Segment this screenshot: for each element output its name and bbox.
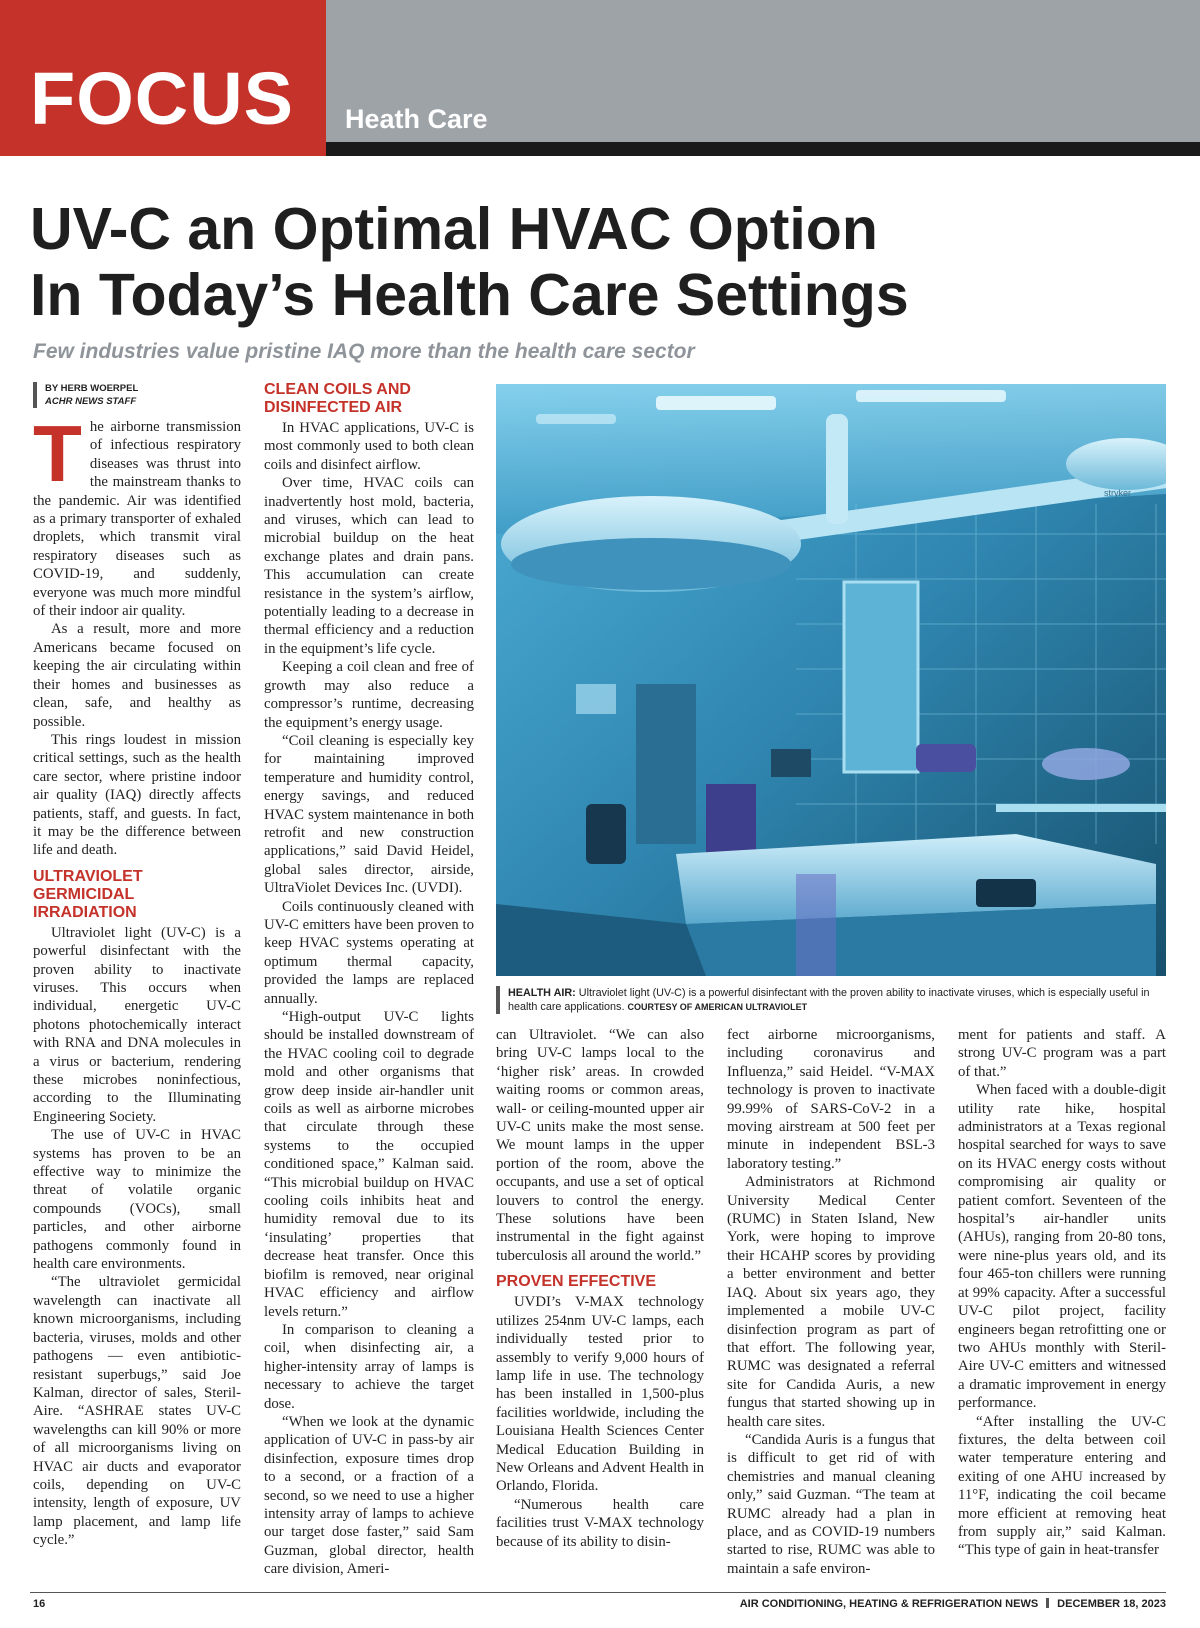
paragraph: “Coil cleaning is especially key for maintaining improved temperature and humidity control, energy savings, and reduced HVAC system maintenance in both retrofit and new construction applications,” said David Heidel, global sales director, airside, UltraViolet Devices Inc. (UVDI).	[264, 732, 474, 897]
paragraph: The use of UV-C in HVAC systems has proven to be an effective way to minimize the threat of volatile organic compounds (VOCs), small particles, and other airborne pathogens commonly found in health care environments.	[33, 1127, 241, 1273]
byline-staff: ACHR NEWS STAFF	[45, 396, 137, 407]
paragraph: “High-output UV-C lights should be installed downstream of the HVAC cooling coil to degrade mold and other organisms that grow deep inside air-handler unit coils as well as airborne microbes that circulate through these systems to the occupied conditioned space,” Kalman said. “This microbial buildup on HVAC cooling coils inhibits heat and humidity removal due to its ‘insulating’ properties that decrease heat transfer. Once this biofilm is removed, near original HVAC efficiency and airflow levels return.”	[264, 1009, 474, 1320]
paragraph: UVDI’s V-MAX technology utilizes 254nm UV-C lamps, each individually tested prior to assembly to verify 9,000 hours of lamp life in use. The technology has been installed in 1,500-plus facilities worldwide, including the Louisiana Health Sciences Center Medical Education Building in New Orleans and Advent Health in Orlando, Florida.	[496, 1294, 704, 1495]
paragraph: “Numerous health care facilities trust V-MAX technology because of its ability to disin-	[496, 1496, 704, 1550]
paragraph: The airborne transmission of infectious respiratory diseases was thrust into the mainstream thanks to the pandemic. Air was identified as a primary transporter of exhaled droplets, which transmit viral respiratory diseases such as COVID-19, and suddenly, everyone was much more mindful of their indoor air quality.	[33, 409, 241, 620]
column-1	[33, 382, 241, 1550]
paragraph: can Ultraviolet. “We can also bring UV-C lamps local to the ‘higher risk’ areas. In crowded waiting rooms or common areas, wall- or ceiling-mounted upper air UV-C units make the most sense. We mount lamps in the upper portion of the room, above the occupants, and use a set of optical louvers to control the energy. These solutions have been instrumental in the fight against tuberculosis all around the world.”	[496, 1027, 704, 1264]
footer-separator	[1046, 1598, 1049, 1608]
title-line-2: In Today’s Health Care Settings	[30, 262, 909, 328]
drop-cap: T	[33, 409, 82, 498]
paragraph: Administrators at Richmond University Medical Center (RUMC) in Staten Island, New York, were hoping to improve their HCAHP scores by providing a better environment and better IAQ. About six years ago, they implemented a mobile UV-C disinfection program as part of that effort. The following year, RUMC was designated a referral site for Candida Auris, a new fungus that started showing up in health care sites.	[727, 1174, 935, 1430]
page-number: 16	[33, 1598, 46, 1610]
publication-footer	[740, 1598, 1166, 1610]
subhead-proven-effective: PROVEN EFFECTIVE	[496, 1273, 657, 1291]
paragraph: In HVAC applications, UV-C is most commonly used to both clean coils and disinfect airflow.	[264, 420, 474, 473]
subhead-clean-coils: CLEAN COILS AND DISINFECTED AIR	[264, 381, 411, 416]
focus-label: FOCUS	[30, 57, 294, 140]
byline-author: BY HERB WOERPEL	[45, 383, 139, 394]
paragraph: “When we look at the dynamic application of UV-C in pass-by air disinfection, exposure times drop to a second, or a fraction of a second, so we need to use a higher intensity array of lamps to achieve our target dose faster,” said Sam Guzman, global director, health care division, Ameri-	[264, 1413, 474, 1578]
paragraph: “After installing the UV-C fixtures, the delta between coil water temperature entering and exiting of one AHU increased by 11°F, indicating the coil became more efficient at removing heat from supply air,” said Kalman. “This type of gain in heat-transfer	[958, 1413, 1166, 1559]
column-3	[496, 1026, 704, 1551]
caption-label: HEALTH AIR:	[508, 987, 576, 999]
column-5	[958, 1026, 1166, 1560]
publication-name: AIR CONDITIONING, HEATING & REFRIGERATION NEWS	[739, 1598, 1039, 1610]
subhead-uv-germicidal: ULTRAVIOLET GERMICIDAL IRRADIATION	[33, 867, 143, 921]
stryker-logo: stryker	[1104, 488, 1131, 498]
paragraph: ment for patients and staff. A strong UV-C program was a part of that.”	[958, 1027, 1166, 1080]
paragraph: Over time, HVAC coils can inadvertently host mold, bacteria, and viruses, which can lead to microbial buildup on the heat exchange plates and drain pans. This accumulation can create resistance in the system’s airflow, potentially leading to a decrease in thermal efficiency and a reduction in the equipment’s life cycle.	[264, 475, 474, 657]
title-line-1: UV-C an Optimal HVAC Option	[30, 196, 878, 262]
paragraph: Keeping a coil clean and free of growth may also reduce a compressor’s runtime, decreasing the equipment’s energy usage.	[264, 659, 474, 731]
article-title	[30, 196, 1180, 328]
column-4	[727, 1026, 935, 1578]
byline	[33, 382, 241, 408]
caption-credit: COURTESY OF AMERICAN ULTRAVIOLET	[627, 1002, 808, 1012]
operating-room-photo	[496, 384, 1166, 976]
section-label: Heath Care	[345, 104, 488, 134]
article-deck: Few industries value pristine IAQ more than the health care sector	[33, 340, 695, 363]
column-2	[264, 381, 474, 1579]
paragraph: When faced with a double-digit utility rate hike, hospital administrators at a Texas regional hospital searched for ways to save on its HVAC energy costs without compromising air quality or patient comfort. Seventeen of the hospital’s air-handler units (AHUs), ranging from 20-80 tons, were nine-plus years old, and its four 465-ton chillers were running at 99% capacity. After a successful UV-C pilot project, facility engineers began retrofitting one or two AHUs monthly with Steril-Aire UV-C emitters and witnessed a dramatic improvement in energy performance.	[958, 1082, 1166, 1412]
paragraph: “The ultraviolet germicidal wavelength can inactivate all known microorganisms, including bacteria, viruses, molds and other pathogens — even antibiotic-resistant superbugs,” said Joe Kalman, director of sales, Steril-Aire. “ASHRAE states UV-C wavelengths can kill 90% or more of all microorganisms living on HVAC air ducts and evaporator coils, depending on UV-C intensity, length of exposure, UV lamp placement, and lamp life cycle.”	[33, 1274, 241, 1549]
caption-text: Ultraviolet light (UV-C) is a powerful disinfectant with the proven ability to inactivate viruses, which is especially useful in health care applications.	[508, 987, 1150, 1013]
header-rule	[326, 142, 1200, 156]
footer-rule	[30, 1592, 1166, 1593]
paragraph: “Candida Auris is a fungus that is difficult to get rid of with chemistries and manual cleaning only,” said Guzman. “The team at RUMC already had a plan in place, and as COVID-19 numbers started to rise, RUMC was able to maintain a safe environ-	[727, 1431, 935, 1577]
paragraph: In comparison to cleaning a coil, when disinfecting air, a higher-intensity array of lamps is necessary to achieve the target dose.	[264, 1321, 474, 1412]
paragraph: As a result, more and more Americans became focused on keeping the air circulating within their homes and businesses as clean, safe, and healthy as possible.	[33, 621, 241, 730]
paragraph: This rings loudest in mission critical settings, such as the health care sector, where pristine indoor air quality (IAQ) directly affects patients, staff, and guests. In fact, it may be the difference between life and death.	[33, 731, 241, 859]
paragraph: Coils continuously cleaned with UV-C emitters have been proven to keep HVAC systems operating at optimum thermal capacity, provided the lamps are replaced annually.	[264, 898, 474, 1007]
paragraph: fect airborne microorganisms, including coronavirus and Influenza,” said Heidel. “V-MAX technology is proven to inactivate 99.99% of SARS-CoV-2 in a moving airstream at 500 feet per minute in independent BSL-3 laboratory testing.”	[727, 1027, 935, 1172]
paragraph: Ultraviolet light (UV-C) is a powerful disinfectant with the proven ability to inactivate viruses. This occurs when individual, energetic UV-C photons photochemically interact with RNA and DNA molecules in a virus or bacterium, rendering these microbes noninfectious, according to the Illuminating Engineering Society.	[33, 924, 241, 1125]
issue-date: DECEMBER 18, 2023	[1057, 1598, 1166, 1610]
photo-caption	[496, 986, 1166, 1014]
